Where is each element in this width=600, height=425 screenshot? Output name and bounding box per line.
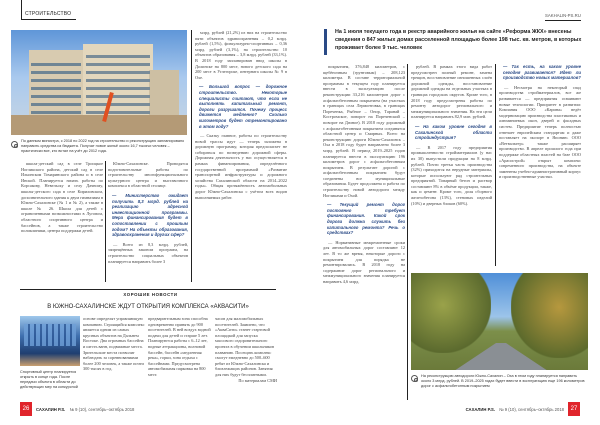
paragraph: — Всего из 8,3 млрд. рублей, запрещённых законом программ, на строительство социальных объектов планируется направить более 3 bbox=[108, 241, 188, 264]
paragraph: рублей. В рамках этого вида работ предусмотрен полный ремонт, замена трещин, восстановление изношенных слоёв дорожной одежды, восстановление дорожной одежды на отдельных участках в границах городских округов. Кроме того, в 2018 году предусмотрены работы по ремонту автодорог регионального и межмуниципального значения. На эти цели планируется направить 82,9 млн. рублей. bbox=[411, 64, 492, 120]
paragraph: покрытием, 376,848 километров, с щебёночным (грунтовым) – 208,123 километра. В составе территориальной программы в текущем году планируется ввести в эксплуатацию после реконструкции 33,216 километров дорог с асфальтобетонным покрытием (на участках в границах села Лермонтовка, в границах Пореченка, Рыбное – Онор, Таранай – Костромское, поворот на Пореченский – поворот на Дачное). В 2018 году дорожный с асфальтобетонным покрытием соединятся областной центр и Смирных. Всего на реконструкцию дороги Южно-Сахалинск – Оха в 2018 году будет направлено более 3 млрд. рублей. В период 2019–2025 годов планируется ввести в эксплуатацию 196 километров дорог с асфальтобетонным покрытием. В результате дорогой с асфальтобетонным покрытием будут соединены все муниципальные образования. Будет продолжена и работа по строительству новой автодороги между Ногликами и Охой. bbox=[323, 64, 405, 198]
column-divider bbox=[495, 64, 496, 266]
camera-icon bbox=[11, 141, 18, 148]
paragraph: млрд. рублей (21,2%) из них на строительство пяти объектов здравоохранения – 0,2 млрд. рублей (1,5%), физкультурно-спортивных – 0,36 млрд. рублей (3,1%), на строительство 10 объектов образования – 3,8 млрд. рублей (33,1%). В 2018 году запланирован ввод школы в Долинске на 800 мест, нового детского сада на 200 мест в Углегорске, интерната школы № 9 в Охе. bbox=[195, 30, 287, 80]
issue-info: № 9 (10), сентябрь–октябрь 2018 bbox=[69, 407, 135, 412]
magazine-name: САХАЛИН P.S. bbox=[36, 407, 66, 412]
footer bbox=[36, 407, 134, 412]
article-column bbox=[499, 64, 581, 266]
paragraph: — В 2017 году предприятия промышленности стройматериалов (у нас их 30) выпустили продукции на 8 млрд. рублей. Почти третья часть производства (32%) приходится на нерудные материалы, которые используют ряд строительных предприятий. Товарный бетон и раствор составляют 8% в объёме продукции, также, как и цемент. Кроме того, доля сборного железобетона (13%), стеновых изделий (10%) и дверных блоков (60%). bbox=[411, 144, 492, 206]
interview-question: — Так есть, на каком уровне сегодня развивается? Идет ли производство новых материалов? bbox=[503, 64, 581, 81]
lead-text: На 1 июля текущего года в реестр аварийного жилья на сайте «Реформа ЖКХ» внесены сведения о 847 жилых домах расселенной площадью более 198 тыс. кв. метров, в которых проживает более 9 тыс. человек bbox=[335, 29, 582, 52]
interview-question: — Текущий ремонт дорог постоянно требует финансирования. Какой срок дорога должна служить без капитального ремонта? Речь о средствах? bbox=[327, 202, 405, 236]
paragraph: — Нормативные межремонтные сроки для автомобильных дорог составляют 12 лет. В то же время, некоторые дороги с покрытием для порядка не ремонтировались. В 2018 году на содержание дорог регионального и межмуниципального значения планируется направить 4,6 млрд. bbox=[323, 239, 405, 284]
section-header bbox=[21, 0, 76, 20]
footer bbox=[466, 407, 564, 412]
column-divider bbox=[407, 64, 408, 400]
paragraph: — Сказку главное, работы по строительству новой трассы идут — теперь заложена в дорожную программу, которая предполагает не собираться по возведению дорожной сферы. Дорожная деятельность у нас осуществляется в рамках финансирования, определённого государственной программой «Развитие транспортной инфраструктуры и дорожного хозяйства Сахалинской области на 2014–2022 годы». Общая протяжённость автомобильных дорог Южно-Сахалинска с учётом всех видов выполняемых работ. bbox=[195, 133, 287, 200]
page-number: 27 bbox=[568, 402, 580, 416]
photo-caption: По данным министра, с 2018 по 2022 год на строительство и реконструкцию запланировано направить средства из бюджета. Получат новое жильё около 16,7 тысячи человек – практически все, кто встал на учёт до 2012 года. bbox=[21, 139, 185, 153]
site-url: SAKHALIN-PS.RU bbox=[545, 13, 581, 21]
page-number: 26 bbox=[20, 402, 32, 416]
issue-info: № 9 (10), сентябрь–октябрь 2018 bbox=[499, 407, 564, 412]
paragraph: школа-детский сад в селе Троицкое Ногликского района, детский сад в селе Ильинском Томаринского района и в селе Инской. Планируется начать работы по Корсакову, Невельску и селу Дачному, школы-детского сада в селе Кириловском, дополнительного здания к двум гимназиям в Южно-Сахалинске (№ 1 и № 2), а также в школе № 26. Школа для детей с ограниченными возможностями в Луговом, областного спортивного центра и бассейнов, а также строительство поликлиники, центра поддержки детей. bbox=[21, 161, 103, 234]
photo-caption: На реконструкцию автодороги Южно-Сахалин – Оха в этом году планируется направить около 3 млрд. рублей. В 2019–2025 годах будет ввести в эксплуатацию еще 196 километров дорог с асфальтобетонным покрытием bbox=[421, 374, 585, 388]
news-source: По материалам СМИ bbox=[238, 377, 277, 383]
article-column bbox=[411, 64, 492, 266]
building-photo bbox=[11, 30, 187, 135]
news-column bbox=[215, 316, 277, 396]
paragraph: часов для маломобильных посетителей. Заявлено, что «АкваСити» станет стартовой площадкой для запуска массового оздоровительного проекта в обучении школьников плаванию. Посещать комплекс смогут ежедневно до 500–600 ребят из Южно-Сахалинска и близлежащих районов. Занятия для них будут бесплатными. bbox=[215, 316, 274, 377]
road-photo bbox=[411, 273, 588, 370]
column-divider bbox=[105, 161, 106, 282]
paragraph: Южно-Сахалинске. Проводятся подготовительные работы по строительству многофункционального культурного центра и выставочного комплекса в областной столице. bbox=[108, 161, 188, 189]
lead-bar bbox=[324, 29, 327, 55]
column-divider bbox=[191, 30, 192, 282]
news-title: В ЮЖНО-САХАЛИНСКЕ ЖДУТ ОТКРЫТИЯ КОМПЛЕКСА «АКВАСИТИ» bbox=[47, 304, 249, 310]
article-column bbox=[108, 161, 188, 282]
paragraph: — Несмотря на некоторый спад производства стройматериалов, все же развивается — предприятия осваивают новые технологии. Приоритет в развитии: Компания ООО «Карина» ведёт модернизацию производства пластиковых и алюминиевых окон, дверей и фасадных систем. Предприятие теперь полностью отвечает европейским стандартам и даже поставляет на экспорт в Японию. ООО «Ветвальтер» также расширяет производство. В апреле прошлого года при поддержке областных властей на базе ООО «Арасистрой» открыт комплекс современного производства, на объекте заменены учебно-административный корпус и производственные участки. bbox=[499, 84, 581, 180]
news-photo-caption: Спортивный центр планируется открыть в конце года. После передачи объекта в области до действующих мер на конкурсной bbox=[20, 370, 78, 389]
aquapark-photo bbox=[20, 316, 80, 366]
news-divider bbox=[20, 289, 276, 290]
magazine-name: САХАЛИН P.S. bbox=[465, 407, 495, 412]
news-column: предварительным зона способна одновременно принять до 900 посетителей. В ней воздух водной подачи для детей и старше 5 лет. Планируются работы с 6–12 лет, водные аттракционы, волновой бассейн, бассейн «медленная река», горки, зона отдыха с бассейнами. Предусмотрена автомобильная парковка на 800 мест. bbox=[148, 316, 211, 377]
article-column bbox=[21, 161, 103, 282]
interview-question: — Большой вопрос — дорожное строительство. Некоторые специалисты считают, что если не выполнять капитальный ремонт, дороги разрушатся. Почему процесс движется медленно? Сколько километров будет отремонтировано в этом году? bbox=[199, 84, 287, 129]
article-column bbox=[323, 64, 405, 400]
article-column bbox=[195, 30, 287, 282]
news-column: основе определят управляющую компанию. Строящийся комплекс является одним из самых крупных объектов на Дальнем Востоке. Два огромных бассейна и шесть ванн, подвижные места. Зрительские места позволят наблюдать за соревнованиями более 200 человек, а также почти 300 тысяч в год. bbox=[83, 316, 145, 372]
news-label: ХОРОШИЕ НОВОСТИ bbox=[118, 292, 183, 297]
interview-question: — На каком уровне сегодня в Сахалинской области стройиндустрия? bbox=[415, 123, 492, 141]
interview-question: — Министерство ожидает получить 8,3 млрд. рублей на реализацию адресной инвестиционной программы. Мера финансирования будет в сопоставлении с прошлым годом? На объекты образования, здравоохранения и других сфер? bbox=[112, 192, 188, 238]
section-title: СТРОИТЕЛЬСТВО bbox=[25, 11, 72, 17]
camera-icon bbox=[411, 375, 418, 382]
